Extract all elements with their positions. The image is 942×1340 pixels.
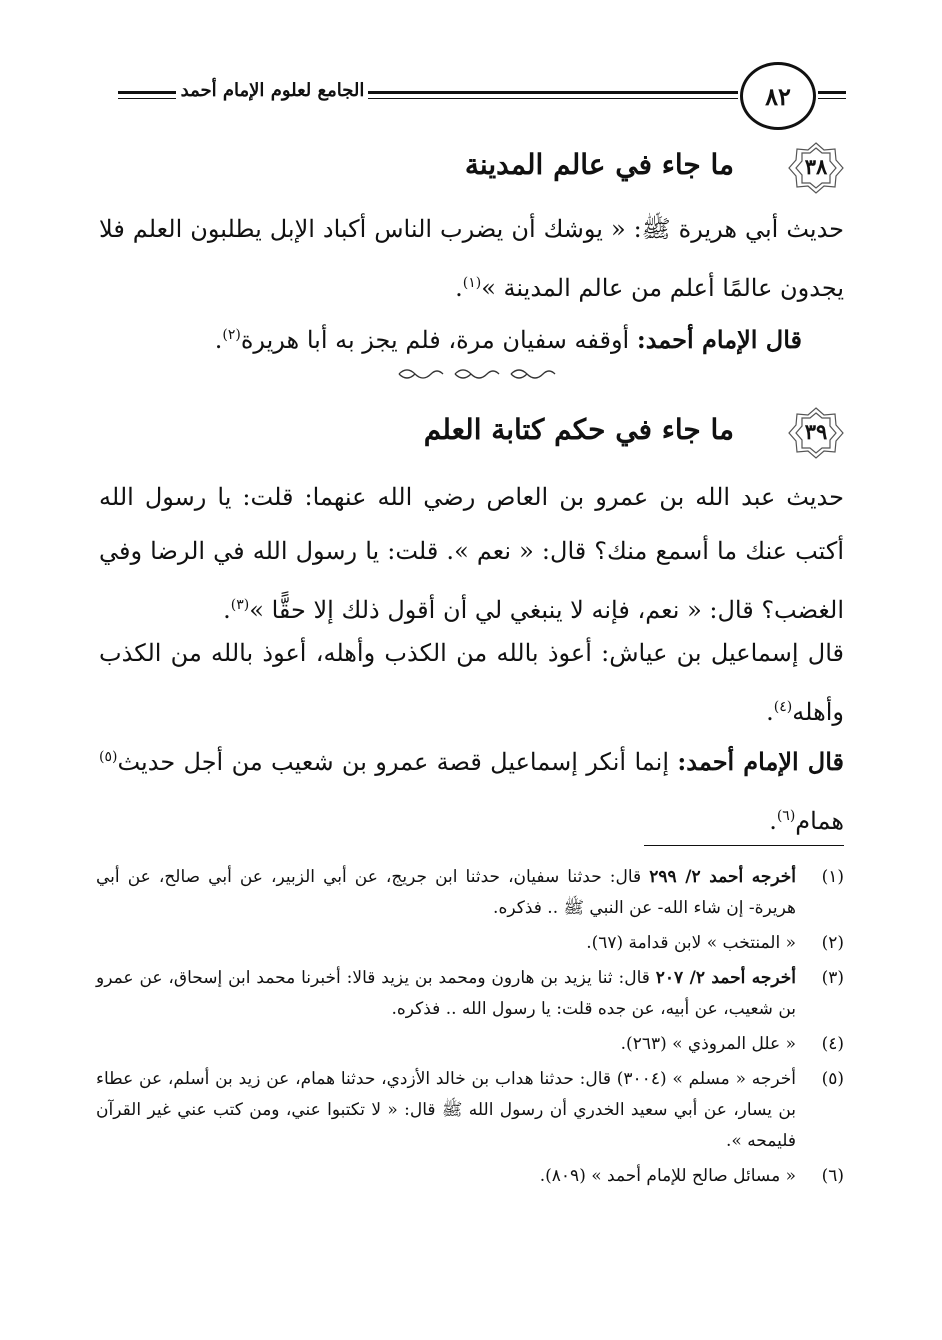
paragraph-end: . — [455, 274, 463, 302]
footnote-source: أخرجه أحمد ٢/ ٢٠٧ — [655, 968, 796, 988]
section-number-badge — [786, 405, 846, 461]
footnote-ref[interactable]: (٥) — [99, 749, 118, 765]
footnote-text: « المنتخب » لابن قدامة (٦٧). — [586, 933, 796, 953]
footnote-text: أخرجه « مسلم » (٣٠٠٤) قال: حدثنا هداب بن خالد الأزدي، حدثنا همام، عن زيد بن أسلم، عن عطاء بن يسار، عن أبي سعيد الخدري أن رسول الله ﷺ قال: « لا تكتبوا عني، ومن كتب عني غير القرآن فليمحه ». — [96, 1069, 796, 1151]
section-title: ما جاء في عالم المدينة — [464, 148, 734, 181]
hadith-paragraph — [99, 470, 844, 637]
header-rule — [118, 91, 176, 99]
paragraph-text: أوقفه سفيان مرة، فلم يجز به أبا هريرة — [240, 326, 637, 354]
footnote-number: (٢) — [821, 933, 844, 953]
ornamental-divider — [395, 364, 565, 384]
paragraph-text: حديث أبي هريرة ﷺ: « يوشك أن يضرب الناس أكباد الإبل يطلبون العلم فلا يجدون عالمًا أعلم من عالم المدينة » — [99, 215, 845, 302]
imam-ahmad-paragraph — [102, 308, 802, 367]
footnotes — [96, 862, 844, 1196]
footnote — [96, 1161, 844, 1192]
footnote-ref[interactable]: (٢) — [222, 327, 241, 343]
paragraph-text: قال إسماعيل بن عياش: أعوذ بالله من الكذب وأهله، أعوذ بالله من الكذب وأهله — [99, 639, 844, 726]
paragraph-end: . — [223, 596, 231, 624]
section-number: ٣٨ — [804, 154, 828, 179]
footnote — [96, 963, 844, 1025]
footnote-number: (٤) — [821, 1034, 844, 1054]
speaker-label: قال الإمام أحمد: — [636, 325, 802, 354]
footnote-number: (٦) — [821, 1166, 844, 1186]
footnote — [96, 1064, 844, 1157]
footnote-number: (٣) — [821, 968, 844, 988]
footnote — [96, 1029, 844, 1060]
footnote-ref[interactable]: (٣) — [230, 597, 250, 613]
running-title: الجامع لعلوم الإمام أحمد — [180, 80, 365, 101]
paragraph-text: إنما أنكر إسماعيل قصة عمرو بن شعيب من أجل حديث — [117, 748, 678, 776]
paragraph-end: . — [214, 326, 223, 354]
footnote-number: (١) — [821, 867, 844, 887]
page-number: ٨٢ — [740, 62, 816, 130]
footnote-ref[interactable]: (٤) — [773, 699, 793, 715]
paragraph-text: حديث عبد الله بن عمرو بن العاص رضي الله عنهما: قلت: يا رسول الله أكتب عنك ما أسمع منك؟ قال: « نعم ». قلت: يا رسول الله في الرضا وفي الغضب؟ قال: « نعم، فإنه لا ينبغي لي أن أقول ذلك إلا حقًّا » — [99, 483, 844, 624]
section-number: ٣٩ — [804, 419, 828, 444]
narration-paragraph — [99, 626, 844, 739]
paragraph-end: . — [766, 698, 774, 726]
paragraph-text: همام — [795, 807, 844, 835]
section-number-badge — [786, 140, 846, 196]
footnote-separator — [644, 845, 844, 846]
footnote — [96, 862, 844, 924]
section-title: ما جاء في حكم كتابة العلم — [423, 413, 734, 446]
speaker-label: قال الإمام أحمد: — [677, 747, 844, 776]
header-rule — [368, 91, 738, 99]
running-header — [118, 64, 846, 134]
footnote-text: « مسائل صالح للإمام أحمد » (٨٠٩). — [539, 1166, 796, 1186]
footnote-text: قال: ثنا يزيد بن هارون ومحمد بن يزيد قالا: أخبرنا محمد ابن إسحاق، عن عمرو بن شعيب، عن أبيه، عن جده قلت: يا رسول الله .. فذكره. — [96, 968, 796, 1019]
imam-ahmad-paragraph — [99, 730, 844, 848]
footnote-ref[interactable]: (٦) — [776, 808, 796, 824]
footnote-text: قال: حدثنا سفيان، حدثنا ابن جريج، عن أبي الزبير، عن أبي صالح، عن أبي هريرة- إن شاء الله- عن النبي ﷺ .. فذكره. — [96, 867, 796, 918]
paragraph-end: . — [769, 807, 777, 835]
section-heading — [126, 405, 846, 465]
footnote-number: (٥) — [821, 1069, 844, 1089]
footnote-source: أخرجه أحمد ٢/ ٢٩٩ — [649, 867, 796, 887]
section-heading — [126, 140, 846, 200]
header-rule — [818, 91, 846, 99]
hadith-paragraph — [99, 202, 844, 315]
footnote-ref[interactable]: (١) — [462, 275, 482, 291]
footnote-text: « علل المروذي » (٢٦٣). — [620, 1034, 796, 1054]
footnote — [96, 928, 844, 959]
